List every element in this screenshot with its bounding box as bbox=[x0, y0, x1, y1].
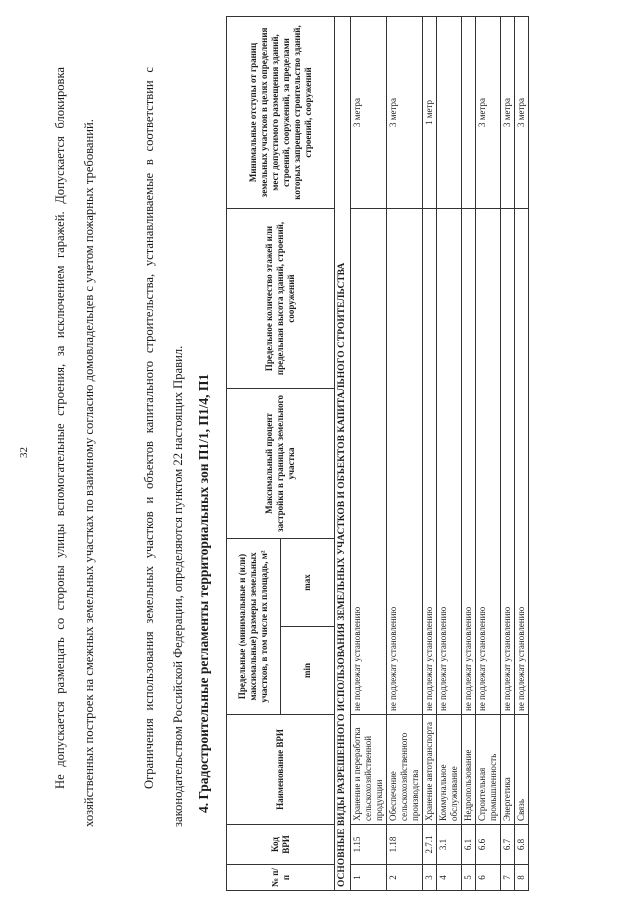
header-percent: Максимальный процент застройки в границах земельного участка bbox=[227, 388, 335, 538]
table-row bbox=[501, 16, 515, 890]
cell-name: Коммунальное обслуживание bbox=[437, 715, 462, 825]
header-floors: Предельное количество этажей или предельная высота зданий, строений, сооружений bbox=[227, 208, 335, 388]
cell-name: Строительная промышленность bbox=[476, 715, 501, 825]
cell-sizes: не подлежат установлению bbox=[423, 208, 437, 714]
table-row bbox=[387, 16, 423, 890]
cell-code: 6.7 bbox=[501, 825, 515, 865]
cell-sizes: не подлежат установлению bbox=[462, 208, 476, 714]
section-heading: 4. Градостроительные регламенты территориальных зон П1/1, П1/4, П1 bbox=[196, 373, 211, 813]
header-code: Код ВРИ bbox=[227, 825, 335, 865]
header-num: № п/п bbox=[227, 865, 335, 891]
cell-code: 3.1 bbox=[437, 825, 462, 865]
cell-setback bbox=[462, 16, 476, 208]
cell-num: 5 bbox=[462, 865, 476, 891]
cell-sizes: не подлежат установлению bbox=[351, 208, 387, 714]
cell-setback bbox=[437, 16, 462, 208]
cell-name: Недропользование bbox=[462, 715, 476, 825]
cell-setback: 3 метра bbox=[501, 16, 515, 208]
regulations-table bbox=[226, 16, 529, 891]
header-name: Наименование ВРИ bbox=[227, 715, 335, 825]
cell-name: Хранение и переработка сельскохозяйственной продукции bbox=[351, 715, 387, 825]
cell-setback: 3 метра bbox=[476, 16, 501, 208]
cell-code: 2.7.1 bbox=[423, 825, 437, 865]
cell-sizes: не подлежат установлению bbox=[387, 208, 423, 714]
section-row bbox=[335, 16, 351, 890]
cell-setback: 1 метр bbox=[423, 16, 437, 208]
cell-num: 4 bbox=[437, 865, 462, 891]
cell-num: 6 bbox=[476, 865, 501, 891]
cell-num: 1 bbox=[351, 865, 387, 891]
table-row bbox=[515, 16, 529, 890]
cell-code: 6.6 bbox=[476, 825, 501, 865]
cell-code: 1.15 bbox=[351, 825, 387, 865]
cell-num: 3 bbox=[423, 865, 437, 891]
header-max: max bbox=[281, 538, 335, 626]
header-sizes: Предельные (минимальные и (или) максимальные) размеры земельных участков, в том числе их площадь, м² bbox=[227, 538, 281, 714]
table-row bbox=[351, 16, 387, 890]
cell-num: 7 bbox=[501, 865, 515, 891]
cell-num: 8 bbox=[515, 865, 529, 891]
table-row bbox=[423, 16, 437, 890]
cell-sizes: не подлежат установлению bbox=[501, 208, 515, 714]
cell-name: Энергетика bbox=[501, 715, 515, 825]
header-setback: Минимальные отступы от границ земельных участков в целях определения мест допустимого размещения зданий, строений, сооружений, за пределами которых запрещено строительство зданий, строений, сооружений bbox=[227, 16, 335, 208]
table-row bbox=[462, 16, 476, 890]
cell-code: 6.8 bbox=[515, 825, 529, 865]
cell-sizes: не подлежат установлению bbox=[476, 208, 501, 714]
header-row-1 bbox=[227, 16, 281, 890]
cell-setback: 3 метра bbox=[351, 16, 387, 208]
table-row bbox=[476, 16, 501, 890]
cell-setback: 3 метра bbox=[515, 16, 529, 208]
cell-num: 2 bbox=[387, 865, 423, 891]
cell-code: 6.1 bbox=[462, 825, 476, 865]
cell-name: Хранение автотранспорта bbox=[423, 715, 437, 825]
cell-sizes: не подлежат установлению bbox=[437, 208, 462, 714]
header-min: min bbox=[281, 627, 335, 715]
cell-name: Обеспечение сельскохозяйственного производства bbox=[387, 715, 423, 825]
table-row bbox=[437, 16, 462, 890]
paragraph-restrictions: Ограничения использования земельных участков и объектов капитального строительства, устанавливаемые в соответствии с законодательством Российской Федерации, определяются пунктом 22 настоящих Правил. bbox=[142, 67, 185, 827]
section-title: ОСНОВНЫЕ ВИДЫ РАЗРЕШЕННОГО ИСПОЛЬЗОВАНИЯ ЗЕМЕЛЬНЫХ УЧАСТКОВ И ОБЪЕКТОВ КАПИТАЛЬНОГО СТРОИТЕЛЬСТВА bbox=[335, 16, 351, 890]
page-number: 32 bbox=[18, 447, 30, 458]
cell-setback: 3 метра bbox=[387, 16, 423, 208]
cell-code: 1.18 bbox=[387, 825, 423, 865]
paragraph-garages: Не допускается размещать со стороны улицы вспомогательные строения, за исключением гаражей. Допускается блокировка хозяйственных построек на смежных земельных участках по взаимному согласию домовладельцев с учетом пожарных требований. bbox=[53, 67, 96, 827]
cell-name: Связь bbox=[515, 715, 529, 825]
cell-sizes: не подлежат установлению bbox=[515, 208, 529, 714]
